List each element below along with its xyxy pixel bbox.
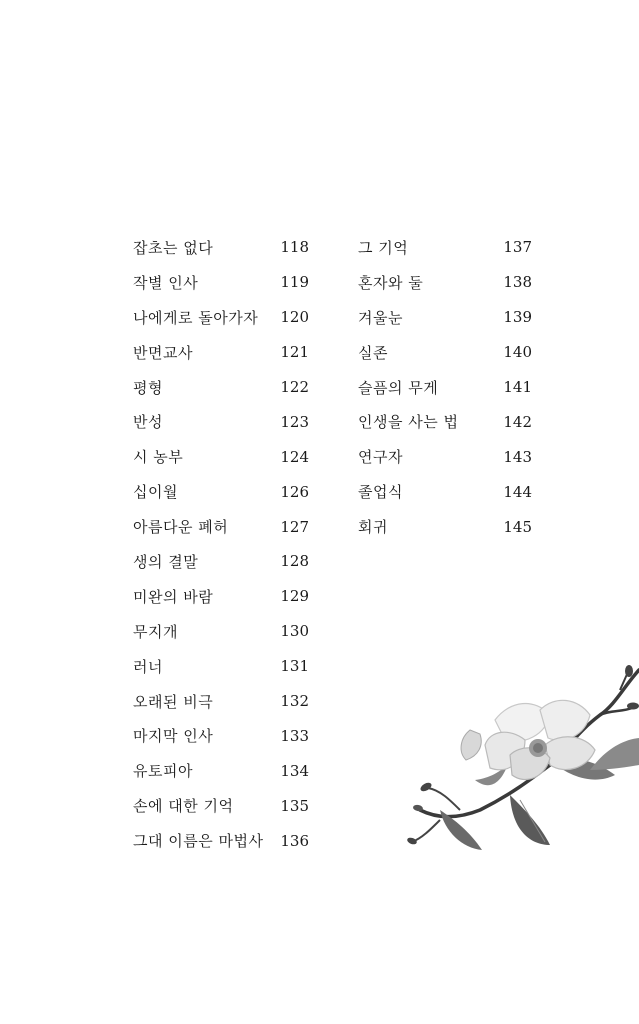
toc-page-number: 143	[503, 447, 532, 466]
toc-page-number: 133	[280, 726, 309, 745]
toc-entry	[358, 474, 532, 509]
toc-entry	[133, 544, 309, 579]
toc-page-number: 130	[280, 622, 309, 641]
toc-entry	[358, 230, 532, 265]
toc-title: 졸업식	[358, 483, 403, 502]
toc-page-number: 140	[503, 343, 532, 362]
toc-entry	[133, 370, 309, 405]
toc-entry	[133, 230, 309, 265]
toc-entry	[133, 404, 309, 439]
toc-title: 연구자	[358, 448, 403, 467]
toc-title: 시 농부	[133, 448, 184, 467]
toc-page-number: 137	[503, 238, 532, 257]
toc-entry	[358, 335, 532, 370]
toc-title: 그 기억	[358, 238, 409, 257]
magnolia-branch-icon	[400, 660, 639, 860]
toc-entry	[133, 684, 309, 719]
toc-page-number: 141	[503, 378, 532, 396]
toc-title: 겨울눈	[358, 308, 403, 327]
toc-page-number: 142	[503, 412, 532, 431]
toc-right-column	[358, 230, 532, 544]
toc-entry	[133, 335, 309, 370]
toc-page-number: 132	[280, 692, 309, 711]
toc-page-number: 121	[280, 343, 309, 362]
toc-entry	[133, 614, 309, 649]
toc-entry	[358, 404, 532, 439]
toc-title: 그대 이름은 마법사	[133, 832, 264, 851]
toc-page-number: 120	[280, 308, 309, 327]
toc-entry	[133, 300, 309, 335]
toc-entry	[133, 753, 309, 788]
toc-title: 러너	[133, 657, 163, 676]
toc-page-number: 145	[503, 517, 532, 536]
toc-entry	[133, 474, 309, 509]
toc-page-number: 138	[503, 273, 532, 292]
toc-title: 회귀	[358, 518, 388, 537]
toc-title: 미완의 바람	[133, 587, 214, 606]
toc-title: 인생을 사는 법	[358, 413, 459, 432]
toc-entry	[133, 788, 309, 823]
toc-page-number: 118	[280, 238, 309, 257]
toc-page-number: 126	[280, 482, 309, 501]
toc-entry	[133, 439, 309, 474]
toc-title: 생의 결말	[133, 552, 199, 571]
toc-title: 슬픔의 무게	[358, 378, 439, 397]
toc-entry	[133, 718, 309, 753]
toc-title: 반성	[133, 413, 163, 432]
toc-page-number: 144	[503, 482, 532, 501]
toc-entry	[133, 823, 309, 858]
toc-title: 마지막 인사	[133, 727, 214, 746]
toc-title: 아름다운 폐허	[133, 518, 229, 537]
toc-title: 무지개	[133, 622, 178, 641]
toc-page-number: 128	[280, 552, 309, 571]
toc-title: 실존	[358, 343, 388, 362]
toc-title: 나에게로 돌아가자	[133, 308, 259, 327]
toc-page-number: 136	[280, 831, 309, 850]
toc-title: 작별 인사	[133, 273, 199, 292]
toc-entry	[358, 509, 532, 544]
toc-left-column	[133, 230, 309, 858]
toc-entry	[358, 300, 532, 335]
toc-title: 반면교사	[133, 343, 193, 362]
toc-page-number: 123	[280, 412, 309, 431]
toc-entry	[133, 649, 309, 684]
toc-page-number: 119	[280, 273, 309, 292]
toc-page-number: 127	[280, 517, 309, 536]
toc-page-number: 134	[280, 761, 309, 780]
toc-title: 십이월	[133, 483, 178, 502]
toc-entry	[133, 579, 309, 614]
toc-entry	[358, 439, 532, 474]
toc-title: 오래된 비극	[133, 692, 214, 711]
toc-page-number: 135	[280, 796, 309, 815]
toc-page-number: 131	[280, 657, 309, 676]
toc-title: 평형	[133, 378, 163, 397]
toc-entry	[133, 509, 309, 544]
toc-entry	[133, 265, 309, 300]
toc-entry	[358, 265, 532, 300]
toc-page-number: 124	[280, 447, 309, 466]
toc-title: 유토피아	[133, 762, 193, 781]
toc-entry	[358, 370, 532, 405]
toc-title: 손에 대한 기억	[133, 797, 234, 816]
toc-title: 혼자와 둘	[358, 273, 424, 292]
toc-page-number: 129	[280, 587, 309, 606]
toc-title: 잡초는 없다	[133, 238, 214, 257]
toc-page-number: 139	[503, 308, 532, 327]
toc-page-number: 122	[280, 378, 309, 396]
